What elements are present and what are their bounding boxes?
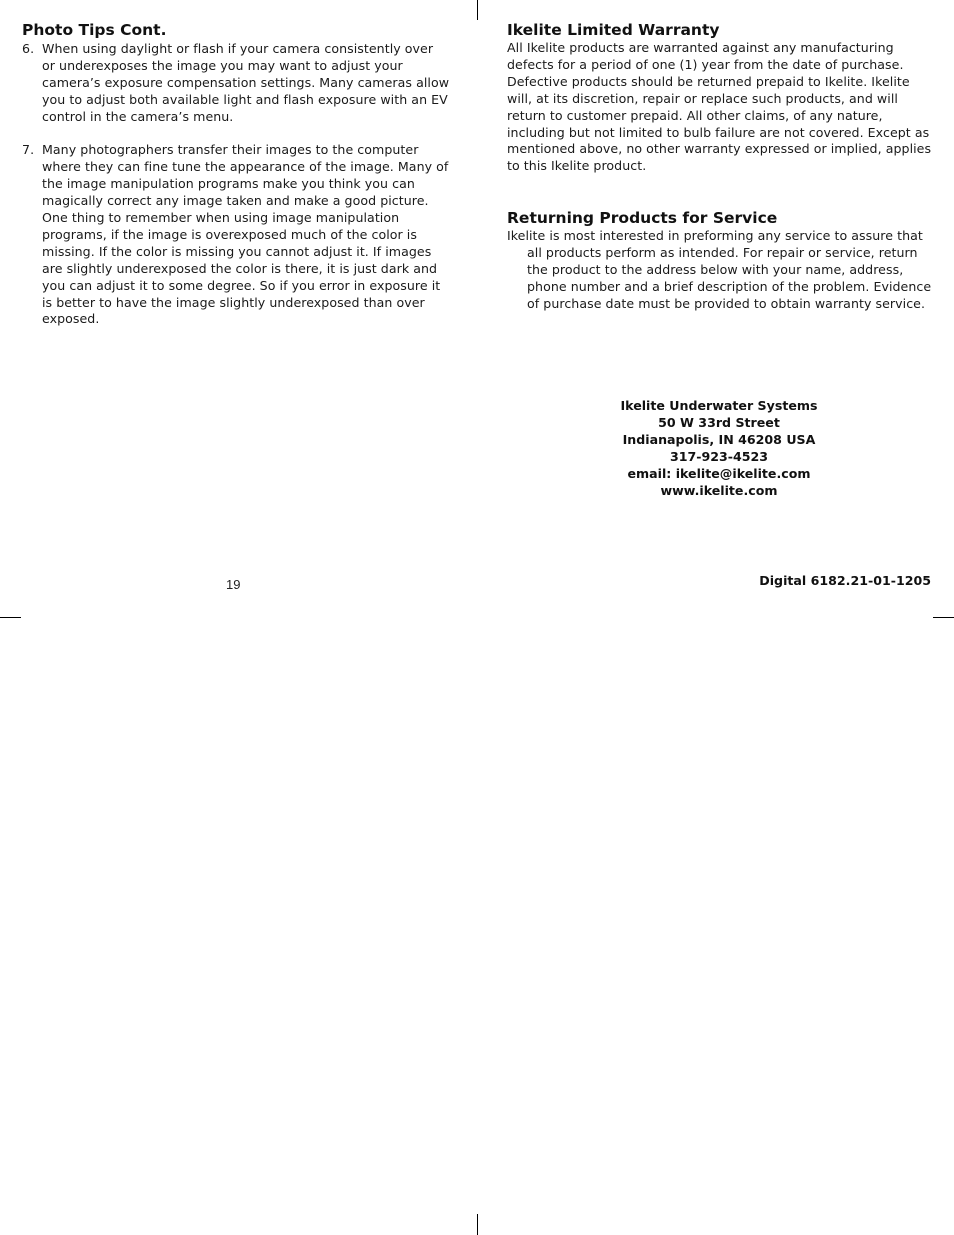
- crop-mark-bottom: [477, 1214, 478, 1235]
- list-item-number: 7.: [22, 142, 35, 158]
- website-url: www.ikelite.com: [660, 483, 778, 498]
- photo-tips-heading: Photo Tips Cont.: [22, 21, 167, 39]
- warranty-column: [507, 20, 932, 313]
- service-heading: Returning Products for Service: [507, 209, 778, 228]
- list-item: [22, 142, 450, 328]
- warranty-heading: Ikelite Limited Warranty: [507, 21, 720, 39]
- street-address: 50 W 33rd Street: [658, 415, 780, 430]
- service-text: Ikelite is most interested in preforming any service to assure that all products perform as intended. For repair or service, return the product to the address below with your name, address, phone number and a brief description of the problem. Evidence of purchase date must be provided to obtain warranty service.: [507, 228, 932, 311]
- list-item-text: When using daylight or flash if your camera consistently over or underexposes the image you may want to adjust your camera’s exposure compensation settings. Many cameras allow you to adjust both available light and flash exposure with an EV control in the camera’s menu.: [42, 41, 450, 124]
- list-item-text: Many photographers transfer their images to the computer where they can fine tune the appearance of the image. Many of the image manipulation programs make you think you can magically correct any image taken and make a good picture. One thing to remember when using image manipulation programs, if the image is overexposed much of the color is missing. If the color is missing you cannot adjust it. If images are slightly underexposed the color is there, it is just dark and you can adjust it to some degree. So if you error in exposure it is better to have the image slightly underexposed than over exposed.: [42, 142, 449, 327]
- company-name: Ikelite Underwater Systems: [620, 398, 818, 413]
- service-section: [507, 208, 932, 313]
- page-number: 19: [226, 577, 241, 592]
- warranty-text: All Ikelite products are warranted against any manufacturing defects for a period of one (1) year from the date of purchase. Defective products should be returned prepaid to Ikelite. Ikelite will, at its discretion, repair or replace such products, and will return to customer prepaid. All other claims, of any nature, including but not limited to bulb failure are not covered. Except as mentioned above, no other warranty expressed or implied, applies to this Ikelite product.: [507, 40, 932, 174]
- list-item: [22, 41, 450, 126]
- crop-mark-left: [0, 617, 21, 618]
- document-code: Digital 6182.21-01-1205: [759, 573, 931, 588]
- email-address: email: ikelite@ikelite.com: [627, 466, 811, 481]
- city-state-zip: Indianapolis, IN 46208 USA: [622, 432, 816, 447]
- company-address: [604, 397, 834, 499]
- photo-tips-section: [22, 20, 450, 345]
- phone-number: 317-923-4523: [669, 449, 769, 464]
- warranty-section: [507, 20, 932, 175]
- list-item-number: 6.: [22, 41, 35, 56]
- crop-mark-top: [477, 0, 478, 20]
- photo-tips-list: [22, 41, 450, 328]
- crop-mark-right: [933, 617, 954, 618]
